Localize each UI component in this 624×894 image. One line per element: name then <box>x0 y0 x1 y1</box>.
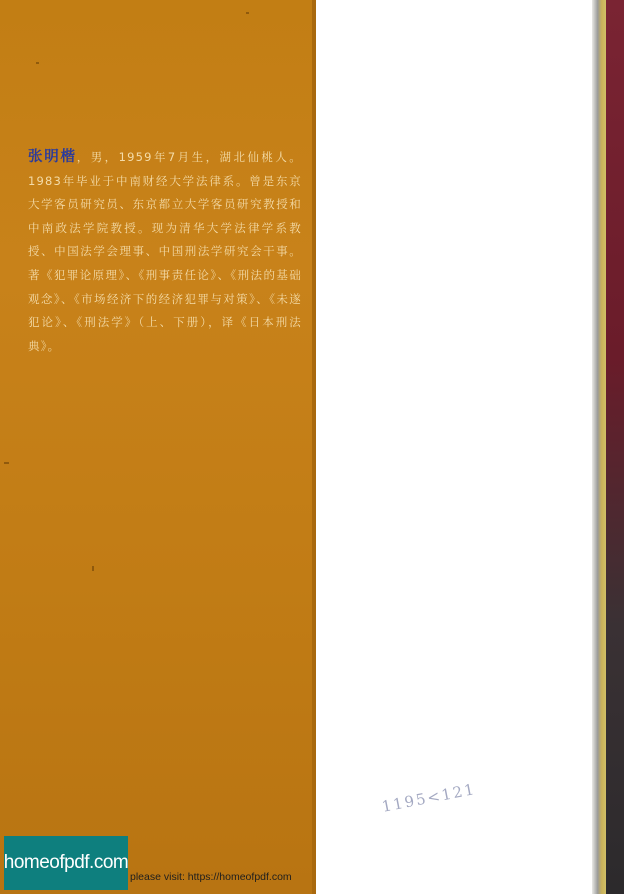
scan-speck <box>4 462 9 464</box>
author-bio <box>28 146 302 358</box>
author-name: 张明楷 <box>28 149 77 165</box>
homeofpdf-logo[interactable]: homeofpdf.com <box>4 836 128 890</box>
scan-speck <box>246 12 249 14</box>
scan-speck <box>36 62 39 64</box>
book-spine-strip <box>606 0 624 894</box>
watermark-link-text[interactable]: please visit: https://homeofpdf.com <box>130 871 292 883</box>
scan-speck <box>92 566 94 571</box>
handwritten-note: 1195<121 <box>380 779 478 816</box>
blank-page <box>316 0 596 894</box>
author-bio-text: ，男，1959年7月生，湖北仙桃人。1983年毕业于中南财经大学法律系。曾是东京大学客员研究员、东京都立大学客员研究教授和中南政法学院教授。现为清华大学法律学系教授、中国法学会理事、中国刑法学研究会干事。著《犯罪论原理》、《刑事责任论》、《刑法的基础观念》、《市场经济下的经济犯罪与对策》、《未遂犯论》、《刑法学》（上、下册），译《日本刑法典》。 <box>28 150 302 353</box>
